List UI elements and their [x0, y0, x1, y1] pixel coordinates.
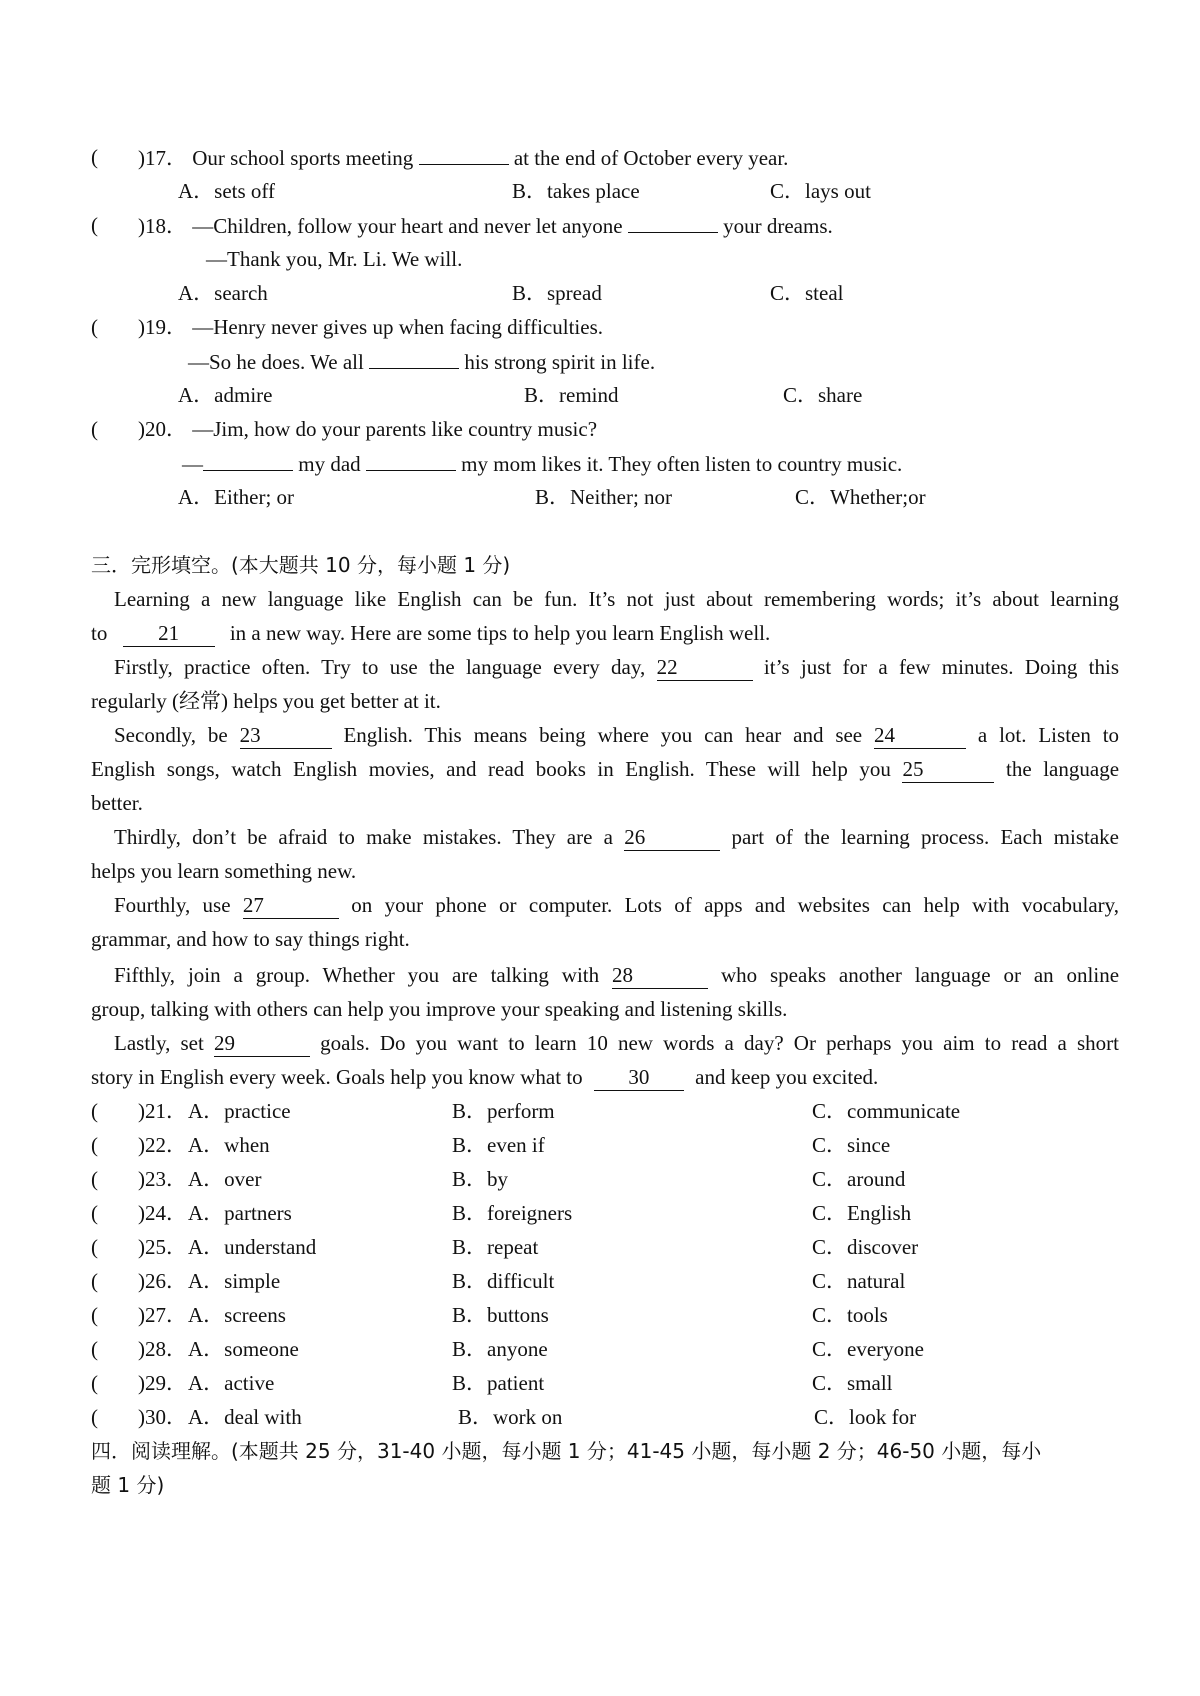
option-c[interactable]: C．lays out [770, 179, 871, 203]
answer-paren[interactable]: ( [91, 1303, 98, 1327]
passage-line [114, 1026, 1119, 1060]
blank[interactable] [203, 446, 293, 471]
text: Fourthly, use [114, 893, 231, 917]
option-a[interactable]: A．over [188, 1167, 262, 1191]
option-a[interactable]: A．understand [188, 1235, 317, 1259]
question-number: )28． [138, 1337, 187, 1361]
answer-paren[interactable]: ( [91, 1337, 98, 1361]
blank[interactable] [369, 344, 459, 369]
option-c[interactable]: C．English [812, 1201, 912, 1225]
option-a[interactable]: A．partners [188, 1201, 292, 1225]
option-a[interactable]: A．someone [188, 1337, 299, 1361]
question-number: )18． [138, 214, 187, 238]
text: it’s just for a few minutes. Doing this [763, 655, 1120, 679]
dash: — [182, 452, 203, 476]
answer-paren[interactable]: ( [91, 1167, 98, 1191]
option-b[interactable]: B．remind [524, 383, 619, 407]
option-b[interactable]: B．foreigners [452, 1201, 573, 1225]
question-number: )23． [138, 1167, 187, 1191]
blank-30[interactable]: 30 [594, 1064, 684, 1091]
text: Firstly, practice often. Try to use the language every day, [114, 655, 646, 679]
blank-29[interactable]: 29 [214, 1030, 310, 1057]
blank-23[interactable]: 23 [240, 722, 332, 749]
option-a[interactable]: A．practice [188, 1099, 291, 1123]
section-heading-reading-cont: 题 1 分) [91, 1473, 165, 1497]
option-b[interactable]: B．anyone [452, 1337, 548, 1361]
passage-line [114, 888, 1119, 922]
option-b[interactable]: B．perform [452, 1099, 555, 1123]
answer-paren[interactable]: ( [91, 1405, 98, 1429]
answer-paren[interactable]: ( [91, 1099, 98, 1123]
passage-line [91, 752, 1119, 786]
text: and keep you excited. [695, 1065, 879, 1089]
option-c[interactable]: C．communicate [812, 1099, 961, 1123]
option-b[interactable]: B．repeat [452, 1235, 539, 1259]
option-a[interactable]: A．simple [188, 1269, 281, 1293]
blank-27[interactable]: 27 [243, 892, 339, 919]
question-number: )27． [138, 1303, 187, 1327]
passage-line [91, 616, 770, 650]
option-a[interactable]: A．screens [188, 1303, 286, 1327]
text: Fifthly, join a group. Whether you are talking with [114, 963, 600, 987]
passage-line [91, 1060, 878, 1094]
answer-paren[interactable]: ( [91, 1269, 98, 1293]
option-b[interactable]: B．takes place [512, 179, 640, 203]
section-heading-cloze: 三．完形填空。(本大题共 10 分，每小题 1 分) [91, 553, 511, 577]
option-c[interactable]: C．small [812, 1371, 893, 1395]
option-a[interactable]: A．when [188, 1133, 270, 1157]
question-number: )17． [138, 146, 187, 170]
passage-line: helps you learn something new. [91, 859, 357, 883]
option-c[interactable]: C．tools [812, 1303, 888, 1327]
option-a[interactable]: A．active [188, 1371, 275, 1395]
question-number: )25． [138, 1235, 187, 1259]
option-c[interactable]: C．since [812, 1133, 891, 1157]
question-number: )20． [138, 417, 187, 441]
passage-line: better. [91, 791, 143, 815]
text: goals. Do you want to learn 10 new words a day? Or perhaps you aim to read a short [320, 1031, 1119, 1055]
dialogue-reply-end: his strong spirit in life. [464, 350, 656, 374]
passage-line: regularly (经常) helps you get better at it. [91, 689, 441, 713]
dialogue-reply-end: my mom likes it. They often listen to country music. [461, 452, 903, 476]
question-number: )29． [138, 1371, 187, 1395]
answer-paren[interactable]: ( [91, 213, 98, 237]
option-b[interactable]: B．buttons [452, 1303, 549, 1327]
blank-21[interactable]: 21 [123, 620, 215, 647]
blank-22[interactable]: 22 [657, 654, 753, 681]
answer-paren[interactable]: ( [91, 315, 98, 339]
question-number: )19． [138, 315, 187, 339]
blank-24[interactable]: 24 [874, 722, 966, 749]
answer-paren[interactable]: ( [91, 417, 98, 441]
option-a[interactable]: A．sets off [178, 179, 276, 203]
dialogue-reply: —Thank you, Mr. Li. We will. [206, 247, 463, 271]
option-c[interactable]: C．natural [812, 1269, 906, 1293]
dialogue-reply: my dad [298, 452, 361, 476]
question-number: )22． [138, 1133, 187, 1157]
text: to [91, 621, 108, 645]
blank[interactable] [628, 208, 718, 233]
question-number: )26． [138, 1269, 187, 1293]
text: Lastly, set [114, 1031, 204, 1055]
passage-line [114, 958, 1119, 992]
text: a lot. Listen to [977, 723, 1120, 747]
question-stem: —Children, follow your heart and never let anyone [192, 214, 623, 238]
text: part of the learning process. Each mistake [731, 825, 1119, 849]
option-b[interactable]: B．Neither; nor [535, 485, 673, 509]
question-number: )30． [138, 1405, 187, 1429]
text: story in English every week. Goals help you know what to [91, 1065, 583, 1089]
text: the language [1006, 757, 1120, 781]
question-stem: —Jim, how do your parents like country music? [192, 417, 598, 441]
passage-line: grammar, and how to say things right. [91, 927, 410, 951]
passage-line: Learning a new language like English can be fun. It’s not just about remembering words; it’s about learning [114, 587, 1119, 611]
option-c[interactable]: C．everyone [812, 1337, 924, 1361]
question-stem: Our school sports meeting [192, 146, 414, 170]
option-a[interactable]: A．Either; or [178, 485, 295, 509]
option-c[interactable]: C．discover [812, 1235, 919, 1259]
text: in a new way. Here are some tips to help you learn English well. [229, 621, 771, 645]
text: English songs, watch English movies, and read books in English. These will help you [91, 757, 891, 781]
passage-line [114, 718, 1119, 752]
option-c[interactable]: C．steal [770, 281, 844, 305]
blank-26[interactable]: 26 [624, 824, 720, 851]
blank[interactable] [419, 140, 509, 165]
option-c[interactable]: C．share [783, 383, 863, 407]
section-heading-reading: 四．阅读理解。(本题共 25 分，31-40 小题，每小题 1 分；41-45 小题，每小题 2 分；46-50 小题，每小 [91, 1439, 1042, 1463]
option-b[interactable]: B．spread [512, 281, 602, 305]
option-a[interactable]: A．admire [178, 383, 273, 407]
option-c[interactable]: C．around [812, 1167, 906, 1191]
blank[interactable] [366, 446, 456, 471]
question-stem-end: at the end of October every year. [513, 146, 789, 170]
option-b[interactable]: B．difficult [452, 1269, 555, 1293]
blank-28[interactable]: 28 [612, 962, 708, 989]
question-number: )24． [138, 1201, 187, 1225]
text: English. This means being where you can hear and see [343, 723, 863, 747]
text: on your phone or computer. Lots of apps and websites can help with vocabulary, [351, 893, 1120, 917]
option-b[interactable]: B．even if [452, 1133, 545, 1157]
answer-paren[interactable]: ( [91, 1201, 98, 1225]
answer-paren[interactable]: ( [91, 1235, 98, 1259]
answer-paren[interactable]: ( [91, 1133, 98, 1157]
question-stem: —Henry never gives up when facing difficulties. [192, 315, 603, 339]
option-c[interactable]: C．Whether;or [795, 485, 926, 509]
passage-line [114, 650, 1119, 684]
blank-25[interactable]: 25 [902, 756, 994, 783]
text: Thirdly, don’t be afraid to make mistakes. They are a [114, 825, 613, 849]
option-b[interactable]: B．work on [458, 1405, 563, 1429]
passage-line [114, 820, 1119, 854]
option-b[interactable]: B．by [452, 1167, 509, 1191]
text: Secondly, be [114, 723, 228, 747]
answer-paren[interactable]: ( [91, 145, 98, 169]
question-stem-end: your dreams. [723, 214, 833, 238]
option-a[interactable]: A．search [178, 281, 268, 305]
passage-line: group, talking with others can help you improve your speaking and listening skills. [91, 997, 788, 1021]
option-c[interactable]: C．look for [814, 1405, 917, 1429]
question-number: )21． [138, 1099, 187, 1123]
answer-paren[interactable]: ( [91, 1371, 98, 1395]
dialogue-reply: —So he does. We all [188, 350, 364, 374]
option-a[interactable]: A．deal with [188, 1405, 302, 1429]
text: who speaks another language or an online [720, 963, 1120, 987]
option-b[interactable]: B．patient [452, 1371, 545, 1395]
